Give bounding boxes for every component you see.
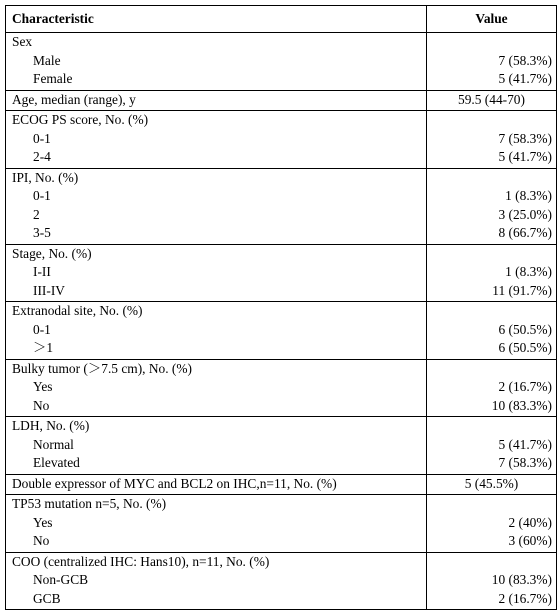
characteristic-cell [6,168,427,244]
value-cell [427,474,557,495]
group-label: LDH, No. (%) [12,418,90,433]
group-value: 59.5 (44-70) [458,91,525,107]
subgroup-label: 0-1 [33,321,51,337]
group-label: Extranodal site, No. (%) [12,303,143,318]
table-body [6,33,557,610]
subgroup-label: Yes [33,379,53,394]
subgroup-value: 5 (41.7%) [498,71,552,86]
group-value [427,33,556,52]
subgroup-value: 6 (50.5%) [498,321,552,337]
header-characteristic: Characteristic [6,6,427,33]
group-label: Double expressor of MYC and BCL2 on IHC,n=11, No. (%) [12,475,337,491]
value-cell [427,33,557,91]
group-value [427,360,556,379]
table-row [6,302,557,360]
characteristic-cell [6,90,427,111]
subgroup-value: 1 (8.3%) [505,264,552,279]
subgroup-value: 11 (91.7%) [492,282,552,298]
subgroup-value: 2 (40%) [508,514,552,530]
subgroup-value: 8 (66.7%) [498,225,552,240]
characteristic-cell [6,33,427,91]
value-cell [427,359,557,417]
characteristic-cell [6,552,427,610]
characteristic-cell [6,417,427,475]
subgroup-label: Elevated [33,455,80,470]
group-value [427,245,556,264]
table-row [6,244,557,302]
characteristic-cell [6,474,427,495]
group-label: Age, median (range), y [12,91,136,107]
group-value [427,417,556,436]
subgroup-label: Female [33,71,73,86]
value-cell [427,495,557,553]
subgroup-label: III-IV [33,282,65,298]
subgroup-value: 7 (58.3%) [498,130,552,146]
value-cell [427,417,557,475]
subgroup-value: 1 (8.3%) [505,188,552,203]
group-value [427,495,556,514]
table-row [6,495,557,553]
characteristic-cell [6,244,427,302]
subgroup-value: 6 (50.5%) [498,340,552,355]
group-label: Stage, No. (%) [12,245,92,261]
table-row [6,474,557,495]
subgroup-value: 10 (83.3%) [491,572,552,587]
subgroup-label: ＞1 [33,340,54,355]
table-row [6,90,557,111]
group-value [427,302,556,321]
subgroup-value: 3 (25.0%) [498,206,552,222]
characteristic-cell [6,495,427,553]
value-cell [427,90,557,111]
subgroup-value: 7 (58.3%) [498,455,552,470]
table-row [6,359,557,417]
subgroup-label: Non-GCB [33,572,89,587]
table-row [6,552,557,610]
value-cell [427,552,557,610]
group-value [427,553,556,572]
characteristic-cell [6,302,427,360]
subgroup-label: 3-5 [33,225,51,240]
header-row [6,6,557,33]
group-value [427,169,556,188]
subgroup-label: 2-4 [33,149,51,164]
subgroup-label: I-II [33,264,51,279]
subgroup-label: No [33,397,50,413]
subgroup-value: 5 (41.7%) [498,436,552,452]
subgroup-label: GCB [33,590,61,606]
group-label: IPI, No. (%) [12,169,79,185]
group-value: 5 (45.5%) [464,475,519,491]
subgroup-label: Male [33,52,61,68]
value-cell [427,111,557,169]
group-label: COO (centralized IHC: Hans10), n=11, No. (%) [12,553,270,569]
table-row [6,168,557,244]
subgroup-value: 2 (16.7%) [498,590,552,606]
table-row [6,111,557,169]
subgroup-value: 2 (16.7%) [498,379,552,394]
subgroup-value: 3 (60%) [508,533,552,548]
subgroup-value: 10 (83.3%) [491,397,552,413]
group-label: ECOG PS score, No. (%) [12,112,149,127]
subgroup-value: 7 (58.3%) [498,52,552,68]
group-label: Bulky tumor (＞7.5 cm), No. (%) [12,360,193,376]
value-cell [427,168,557,244]
subgroup-label: Yes [33,514,53,530]
table-row [6,417,557,475]
subgroup-label: Normal [33,436,74,452]
subgroup-label: 0-1 [33,130,51,146]
value-cell [427,302,557,360]
subgroup-label: 0-1 [33,188,51,203]
characteristic-cell [6,359,427,417]
characteristics-table-container [5,5,556,610]
subgroup-label: 2 [33,206,40,222]
subgroup-value: 5 (41.7%) [498,149,552,164]
table-row [6,33,557,91]
header-value: Value [427,6,557,33]
characteristic-cell [6,111,427,169]
value-cell [427,244,557,302]
group-label: Sex [12,34,33,49]
characteristics-table [5,5,557,610]
group-label: TP53 mutation n=5, No. (%) [12,496,167,511]
group-value [427,111,556,130]
subgroup-label: No [33,533,50,548]
